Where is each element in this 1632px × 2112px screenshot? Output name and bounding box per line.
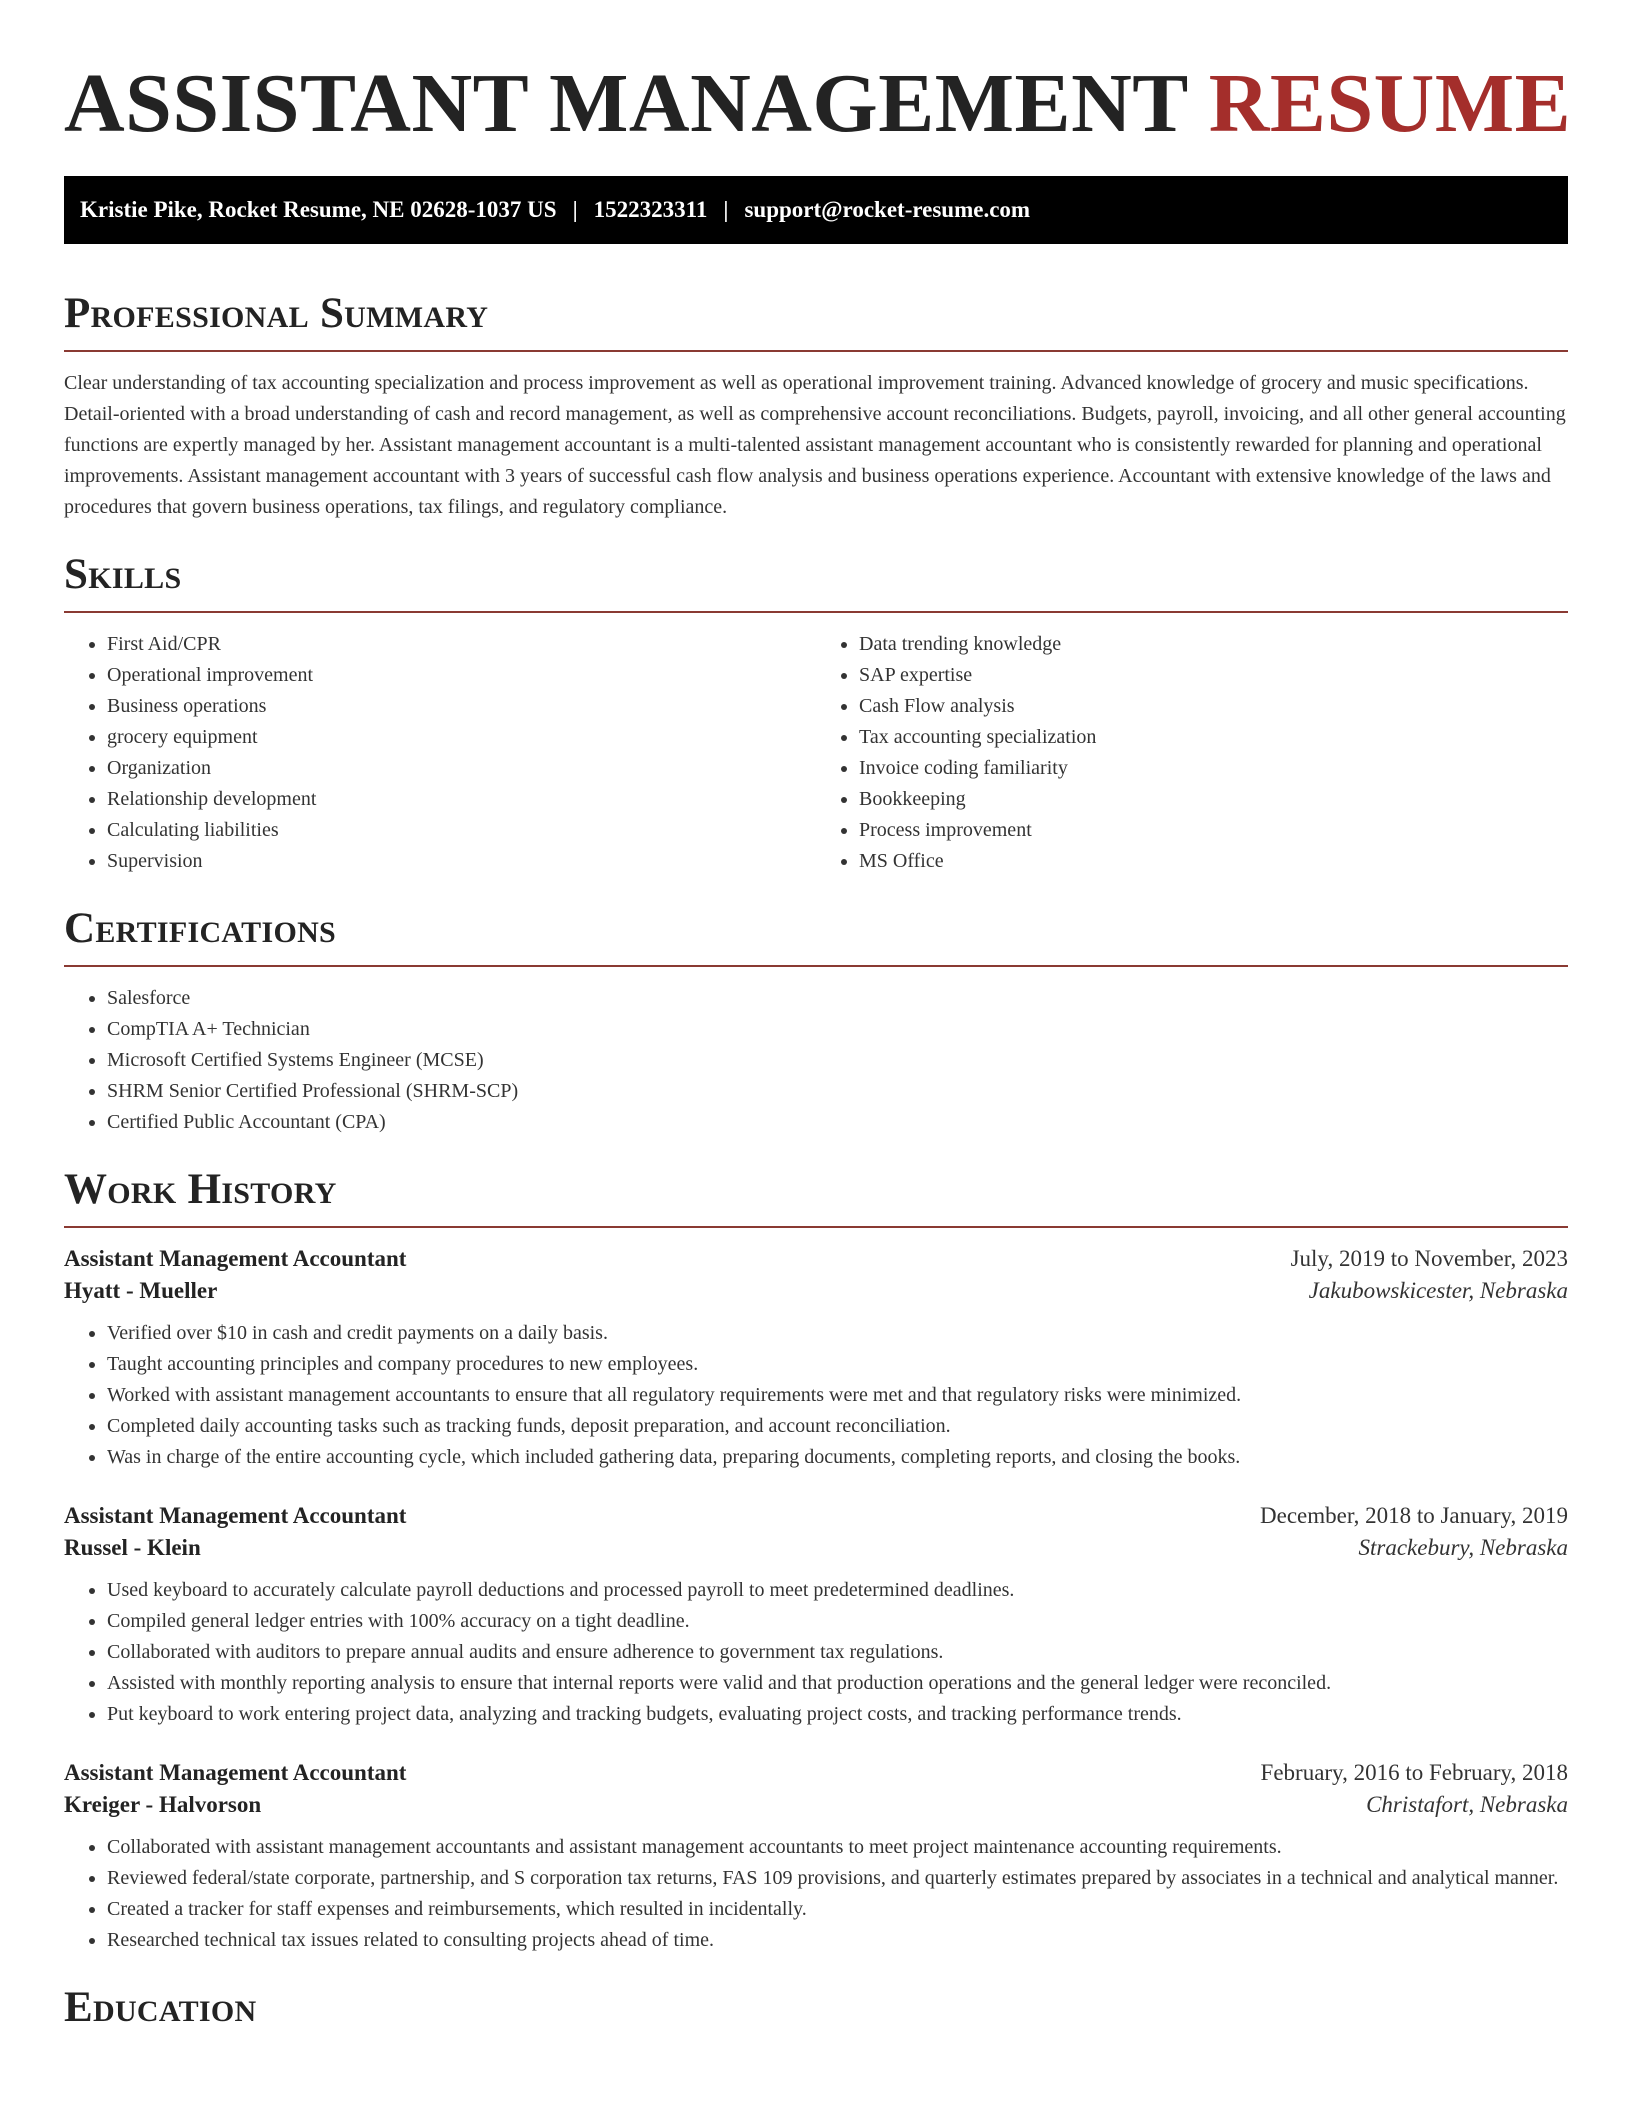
certification-item: • Certified Public Accountant (CPA) [107,1107,1568,1138]
job-entry [64,1760,1568,1956]
resume-title-main: ASSISTANT MANAGEMENT [64,57,1188,150]
contact-separator: | [723,197,729,222]
job-bullet: • Collaborated with auditors to prepare annual audits and ensure adherence to government tax regulations. [107,1637,1568,1668]
job-bullet: • Was in charge of the entire accounting cycle, which included gathering data, preparing documents, completing reports, and closing the books. [107,1442,1568,1473]
job-bullet: • Researched technical tax issues related to consulting projects ahead of time. [107,1925,1568,1956]
contact-phone: 1522323311 [593,197,708,222]
skill-item: • Organization [107,753,816,784]
work-history-section [64,1164,1568,1956]
job-bullet: • Completed daily accounting tasks such as tracking funds, deposit preparation, and account reconciliation. [107,1411,1568,1442]
skill-item: • Data trending knowledge [859,629,1568,660]
contact-bar [64,176,1568,244]
certification-item: • CompTIA A+ Technician [107,1014,1568,1045]
skill-item: • SAP expertise [859,660,1568,691]
contact-separator: | [572,197,578,222]
job-company-row [64,1792,1568,1818]
job-bullet: • Compiled general ledger entries with 100% accuracy on a tight deadline. [107,1606,1568,1637]
job-company: Kreiger - Halvorson [64,1792,262,1817]
section-divider [64,1226,1568,1228]
skill-item: • Cash Flow analysis [859,691,1568,722]
job-bullet: • Verified over $10 in cash and credit payments on a daily basis. [107,1318,1568,1349]
job-location: Christafort, Nebraska [1366,1792,1568,1817]
certification-item: • Salesforce [107,983,1568,1014]
certification-item: • SHRM Senior Certified Professional (SHRM-SCP) [107,1076,1568,1107]
job-company: Hyatt - Mueller [64,1278,218,1303]
skills-list-left [64,629,816,877]
job-header-row [64,1246,1568,1272]
job-bullets [64,1832,1568,1956]
job-title: Assistant Management Accountant [64,1246,407,1271]
resume-title [64,0,1572,152]
job-bullets [64,1318,1568,1473]
job-title: Assistant Management Accountant [64,1760,407,1785]
contact-address: Kristie Pike, Rocket Resume, NE 02628-1037 US [80,197,557,222]
skill-item: • Supervision [107,846,816,877]
skill-item: • grocery equipment [107,722,816,753]
job-entry [64,1503,1568,1730]
skill-item: • Calculating liabilities [107,815,816,846]
resume-title-accent: RESUME [1208,57,1572,150]
skill-item: • Operational improvement [107,660,816,691]
skill-item: • First Aid/CPR [107,629,816,660]
job-bullet: • Worked with assistant management accountants to ensure that all regulatory requirements were met and that regulatory risks were minimized. [107,1380,1568,1411]
job-dates: February, 2016 to February, 2018 [1260,1760,1568,1785]
skill-item: • Tax accounting specialization [859,722,1568,753]
job-location: Strackebury, Nebraska [1358,1535,1568,1560]
job-bullet: • Collaborated with assistant management accountants and assistant management accountants to meet project maintenance accounting requirements. [107,1832,1568,1863]
certifications-section [64,903,1568,1138]
contact-email: support@rocket-resume.com [744,197,1031,222]
job-bullet: • Assisted with monthly reporting analysis to ensure that internal reports were valid and that production operations and the general ledger were reconciled. [107,1668,1568,1699]
summary-section [64,288,1568,523]
job-bullet: • Used keyboard to accurately calculate payroll deductions and processed payroll to meet predetermined deadlines. [107,1575,1568,1606]
job-dates: December, 2018 to January, 2019 [1260,1503,1568,1528]
skills-section [64,549,1568,877]
education-heading: Education [64,1984,257,2031]
job-header-row [64,1503,1568,1529]
job-company-row [64,1278,1568,1304]
job-bullet: • Put keyboard to work entering project data, analyzing and tracking budgets, evaluating project costs, and tracking performance trends. [107,1699,1568,1730]
job-location: Jakubowskicester, Nebraska [1308,1278,1568,1303]
skill-item: • MS Office [859,846,1568,877]
job-dates: July, 2019 to November, 2023 [1290,1246,1568,1271]
skills-grid [64,613,1568,877]
skill-item: • Business operations [107,691,816,722]
job-entry [64,1246,1568,1473]
skills-heading: Skills [64,551,182,598]
certifications-heading: Certifications [64,905,337,952]
job-bullets [64,1575,1568,1730]
section-divider [64,965,1568,967]
skill-item: • Relationship development [107,784,816,815]
skill-item: • Invoice coding familiarity [859,753,1568,784]
section-divider [64,350,1568,352]
job-bullet: • Taught accounting principles and company procedures to new employees. [107,1349,1568,1380]
job-header-row [64,1760,1568,1786]
job-company: Russel - Klein [64,1535,201,1560]
skill-item: • Bookkeeping [859,784,1568,815]
certification-item: • Microsoft Certified Systems Engineer (MCSE) [107,1045,1568,1076]
job-bullet: • Created a tracker for staff expenses and reimbursements, which resulted in incidentally. [107,1894,1568,1925]
work-history-heading: Work History [64,1166,337,1213]
skills-list-right [816,629,1568,877]
summary-heading: Professional Summary [64,290,489,337]
education-section [64,1982,1568,2034]
job-company-row [64,1535,1568,1561]
job-bullet: • Reviewed federal/state corporate, partnership, and S corporation tax returns, FAS 109 provisions, and quarterly estimates prepared by associates in a technical and analytical manner. [107,1863,1568,1894]
summary-text: Clear understanding of tax accounting specialization and process improvement as well as operational improvement training. Advanced knowledge of grocery and music specifications. Detail-oriented with a broad understanding of cash and record management, as well as comprehensive account reconciliations. Budgets, payroll, invoicing, and all other general accounting functions are expertly managed by her. Assistant management accountant is a multi-talented assistant management accountant who is consistently rewarded for planning and operational improvements. Assistant management accountant with 3 years of successful cash flow analysis and business operations experience. Accountant with extensive knowledge of the laws and procedures that govern business operations, tax filings, and regulatory compliance. [64,372,1566,518]
job-title: Assistant Management Accountant [64,1503,407,1528]
skill-item: • Process improvement [859,815,1568,846]
certifications-list [64,983,1568,1138]
